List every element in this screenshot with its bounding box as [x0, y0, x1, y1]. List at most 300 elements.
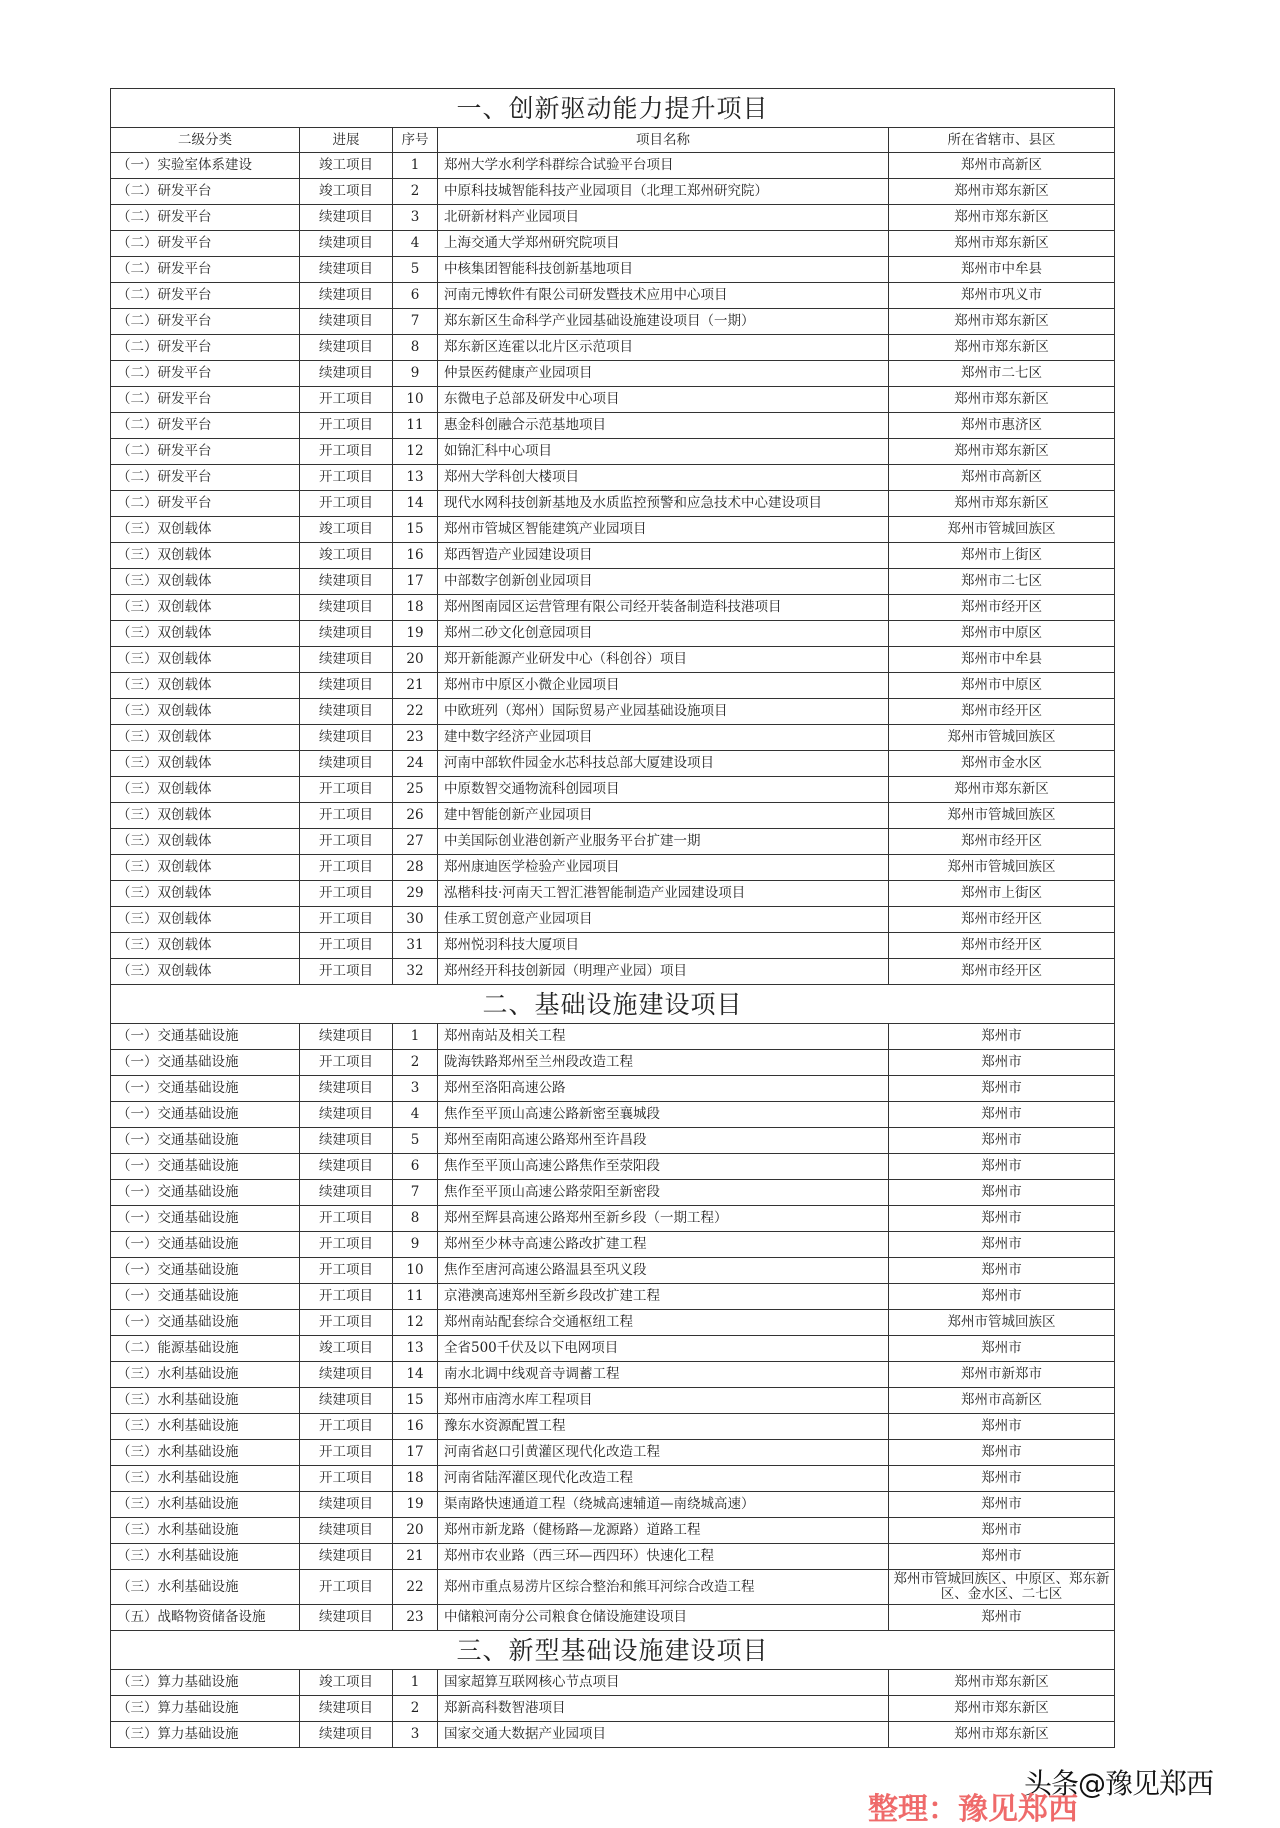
- district-cell: 郑州市: [889, 1024, 1115, 1050]
- table-row: [111, 647, 1115, 673]
- district-cell: 郑州市高新区: [889, 1388, 1115, 1414]
- status-cell: 开工项目: [300, 1466, 393, 1492]
- district-cell: 郑州市郑东新区: [889, 439, 1115, 465]
- number-cell: 20: [393, 647, 438, 673]
- project-name-cell: 南水北调中线观音寺调蓄工程: [438, 1362, 889, 1388]
- status-cell: 开工项目: [300, 907, 393, 933]
- status-cell: 竣工项目: [300, 1670, 393, 1696]
- project-name-cell: 中原科技城智能科技产业园项目（北理工郑州研究院）: [438, 179, 889, 205]
- district-cell: 郑州市: [889, 1605, 1115, 1631]
- category-cell: （二）研发平台: [111, 491, 300, 517]
- table-row: [111, 699, 1115, 725]
- district-cell: 郑州市中牟县: [889, 647, 1115, 673]
- district-cell: 郑州市郑东新区: [889, 491, 1115, 517]
- number-cell: 21: [393, 673, 438, 699]
- district-cell: 郑州市: [889, 1232, 1115, 1258]
- project-name-cell: 仲景医药健康产业园项目: [438, 361, 889, 387]
- project-name-cell: 如锦汇科中心项目: [438, 439, 889, 465]
- number-cell: 18: [393, 595, 438, 621]
- district-cell: 郑州市郑东新区: [889, 1696, 1115, 1722]
- table-row: [111, 153, 1115, 179]
- district-cell: 郑州市: [889, 1258, 1115, 1284]
- district-cell: 郑州市新郑市: [889, 1362, 1115, 1388]
- table-row: [111, 1284, 1115, 1310]
- section-title: 一、创新驱动能力提升项目: [111, 89, 1115, 128]
- table-row: [111, 1362, 1115, 1388]
- district-cell: 郑州市管城回族区: [889, 803, 1115, 829]
- status-cell: 开工项目: [300, 829, 393, 855]
- category-cell: （三）算力基础设施: [111, 1696, 300, 1722]
- district-cell: 郑州市管城回族区: [889, 1310, 1115, 1336]
- project-name-cell: 焦作至平顶山高速公路新密至襄城段: [438, 1102, 889, 1128]
- district-cell: 郑州市郑东新区: [889, 179, 1115, 205]
- district-cell: 郑州市: [889, 1518, 1115, 1544]
- number-cell: 32: [393, 959, 438, 985]
- category-cell: （三）水利基础设施: [111, 1544, 300, 1570]
- project-name-cell: 河南元博软件有限公司研发暨技术应用中心项目: [438, 283, 889, 309]
- table-row: [111, 725, 1115, 751]
- district-cell: 郑州市郑东新区: [889, 335, 1115, 361]
- table-row: [111, 361, 1115, 387]
- table-row: [111, 1414, 1115, 1440]
- number-cell: 2: [393, 1696, 438, 1722]
- table-row: [111, 881, 1115, 907]
- number-cell: 4: [393, 1102, 438, 1128]
- category-cell: （二）研发平台: [111, 231, 300, 257]
- category-cell: （三）双创载体: [111, 933, 300, 959]
- project-name-cell: 京港澳高速郑州至新乡段改扩建工程: [438, 1284, 889, 1310]
- category-cell: （三）双创载体: [111, 595, 300, 621]
- table-row: [111, 569, 1115, 595]
- status-cell: 续建项目: [300, 621, 393, 647]
- project-name-cell: 建中智能创新产业园项目: [438, 803, 889, 829]
- district-cell: 郑州市郑东新区: [889, 231, 1115, 257]
- credit-watermark: 整理：豫见郑西: [868, 1792, 1078, 1827]
- category-cell: （二）研发平台: [111, 309, 300, 335]
- number-cell: 3: [393, 205, 438, 231]
- number-cell: 12: [393, 439, 438, 465]
- project-name-cell: 郑州大学水利学科群综合试验平台项目: [438, 153, 889, 179]
- category-cell: （一）交通基础设施: [111, 1154, 300, 1180]
- status-cell: 开工项目: [300, 439, 393, 465]
- project-name-cell: 建中数字经济产业园项目: [438, 725, 889, 751]
- category-cell: （三）双创载体: [111, 777, 300, 803]
- number-cell: 7: [393, 309, 438, 335]
- status-cell: 竣工项目: [300, 543, 393, 569]
- category-cell: （三）双创载体: [111, 751, 300, 777]
- table-row: [111, 1466, 1115, 1492]
- number-cell: 22: [393, 699, 438, 725]
- table-row: [111, 1076, 1115, 1102]
- section-title: 二、基础设施建设项目: [111, 985, 1115, 1024]
- project-name-cell: 豫东水资源配置工程: [438, 1414, 889, 1440]
- table-row: [111, 1180, 1115, 1206]
- number-cell: 13: [393, 465, 438, 491]
- district-cell: 郑州市管城回族区: [889, 517, 1115, 543]
- project-name-cell: 郑州图南园区运营管理有限公司经开装备制造科技港项目: [438, 595, 889, 621]
- status-cell: 开工项目: [300, 413, 393, 439]
- number-cell: 16: [393, 1414, 438, 1440]
- header-row: [111, 128, 1115, 153]
- number-cell: 3: [393, 1722, 438, 1748]
- project-name-cell: 中储粮河南分公司粮食仓储设施建设项目: [438, 1605, 889, 1631]
- category-cell: （三）双创载体: [111, 907, 300, 933]
- category-cell: （三）算力基础设施: [111, 1722, 300, 1748]
- category-cell: （二）研发平台: [111, 205, 300, 231]
- project-name-cell: 郑州至南阳高速公路郑州至许昌段: [438, 1128, 889, 1154]
- district-cell: 郑州市: [889, 1440, 1115, 1466]
- status-cell: 开工项目: [300, 855, 393, 881]
- number-cell: 10: [393, 1258, 438, 1284]
- status-cell: 开工项目: [300, 1440, 393, 1466]
- table-row: [111, 1544, 1115, 1570]
- number-cell: 9: [393, 1232, 438, 1258]
- category-cell: （二）研发平台: [111, 465, 300, 491]
- category-cell: （一）交通基础设施: [111, 1024, 300, 1050]
- number-cell: 3: [393, 1076, 438, 1102]
- table-row: [111, 1310, 1115, 1336]
- status-cell: 续建项目: [300, 569, 393, 595]
- column-header: 所在省辖市、县区: [889, 128, 1115, 153]
- district-cell: 郑州市: [889, 1284, 1115, 1310]
- district-cell: 郑州市: [889, 1050, 1115, 1076]
- project-name-cell: 东微电子总部及研发中心项目: [438, 387, 889, 413]
- category-cell: （三）双创载体: [111, 959, 300, 985]
- project-name-cell: 中美国际创业港创新产业服务平台扩建一期: [438, 829, 889, 855]
- number-cell: 1: [393, 1670, 438, 1696]
- status-cell: 续建项目: [300, 361, 393, 387]
- project-name-cell: 郑州市中原区小微企业园项目: [438, 673, 889, 699]
- status-cell: 开工项目: [300, 465, 393, 491]
- status-cell: 续建项目: [300, 1388, 393, 1414]
- category-cell: （三）水利基础设施: [111, 1492, 300, 1518]
- category-cell: （三）双创载体: [111, 543, 300, 569]
- status-cell: 续建项目: [300, 335, 393, 361]
- district-cell: 郑州市二七区: [889, 569, 1115, 595]
- project-name-cell: 焦作至唐河高速公路温县至巩义段: [438, 1258, 889, 1284]
- status-cell: 续建项目: [300, 205, 393, 231]
- district-cell: 郑州市: [889, 1180, 1115, 1206]
- district-cell: 郑州市上街区: [889, 881, 1115, 907]
- project-name-cell: 国家交通大数据产业园项目: [438, 1722, 889, 1748]
- project-name-cell: 中欧班列（郑州）国际贸易产业园基础设施项目: [438, 699, 889, 725]
- table-row: [111, 673, 1115, 699]
- number-cell: 25: [393, 777, 438, 803]
- project-name-cell: 陇海铁路郑州至兰州段改造工程: [438, 1050, 889, 1076]
- project-name-cell: 郑州市新龙路（健杨路—龙源路）道路工程: [438, 1518, 889, 1544]
- category-cell: （三）水利基础设施: [111, 1466, 300, 1492]
- project-name-cell: 郑开新能源产业研发中心（科创谷）项目: [438, 647, 889, 673]
- status-cell: 续建项目: [300, 595, 393, 621]
- category-cell: （三）双创载体: [111, 621, 300, 647]
- status-cell: 开工项目: [300, 1570, 393, 1605]
- district-cell: 郑州市惠济区: [889, 413, 1115, 439]
- number-cell: 16: [393, 543, 438, 569]
- project-table: [110, 88, 1115, 1748]
- category-cell: （一）交通基础设施: [111, 1206, 300, 1232]
- table-row: [111, 491, 1115, 517]
- status-cell: 开工项目: [300, 1414, 393, 1440]
- status-cell: 竣工项目: [300, 179, 393, 205]
- table-row: [111, 1388, 1115, 1414]
- category-cell: （一）交通基础设施: [111, 1284, 300, 1310]
- number-cell: 6: [393, 1154, 438, 1180]
- category-cell: （三）水利基础设施: [111, 1570, 300, 1605]
- status-cell: 续建项目: [300, 1722, 393, 1748]
- status-cell: 竣工项目: [300, 1336, 393, 1362]
- project-name-cell: 郑州市重点易涝片区综合整治和熊耳河综合改造工程: [438, 1570, 889, 1605]
- category-cell: （三）双创载体: [111, 725, 300, 751]
- project-name-cell: 郑州经开科技创新园（明理产业园）项目: [438, 959, 889, 985]
- district-cell: 郑州市: [889, 1492, 1115, 1518]
- status-cell: 续建项目: [300, 751, 393, 777]
- table-row: [111, 1128, 1115, 1154]
- number-cell: 31: [393, 933, 438, 959]
- table-row: [111, 751, 1115, 777]
- category-cell: （一）交通基础设施: [111, 1128, 300, 1154]
- number-cell: 12: [393, 1310, 438, 1336]
- category-cell: （一）实验室体系建设: [111, 153, 300, 179]
- category-cell: （五）战略物资储备设施: [111, 1605, 300, 1631]
- table-row: [111, 855, 1115, 881]
- number-cell: 10: [393, 387, 438, 413]
- number-cell: 9: [393, 361, 438, 387]
- status-cell: 续建项目: [300, 1024, 393, 1050]
- number-cell: 6: [393, 283, 438, 309]
- category-cell: （三）双创载体: [111, 517, 300, 543]
- table-row: [111, 829, 1115, 855]
- status-cell: 开工项目: [300, 491, 393, 517]
- number-cell: 11: [393, 1284, 438, 1310]
- number-cell: 14: [393, 491, 438, 517]
- project-name-cell: 郑州至洛阳高速公路: [438, 1076, 889, 1102]
- district-cell: 郑州市: [889, 1206, 1115, 1232]
- status-cell: 续建项目: [300, 1696, 393, 1722]
- table-row: [111, 413, 1115, 439]
- project-name-cell: 国家超算互联网核心节点项目: [438, 1670, 889, 1696]
- project-name-cell: 上海交通大学郑州研究院项目: [438, 231, 889, 257]
- category-cell: （二）研发平台: [111, 283, 300, 309]
- number-cell: 24: [393, 751, 438, 777]
- district-cell: 郑州市: [889, 1544, 1115, 1570]
- district-cell: 郑州市郑东新区: [889, 1670, 1115, 1696]
- category-cell: （三）水利基础设施: [111, 1388, 300, 1414]
- category-cell: （三）算力基础设施: [111, 1670, 300, 1696]
- district-cell: 郑州市郑东新区: [889, 387, 1115, 413]
- status-cell: 续建项目: [300, 1518, 393, 1544]
- project-name-cell: 惠金科创融合示范基地项目: [438, 413, 889, 439]
- category-cell: （三）双创载体: [111, 647, 300, 673]
- status-cell: 续建项目: [300, 1128, 393, 1154]
- district-cell: 郑州市高新区: [889, 153, 1115, 179]
- project-name-cell: 郑州南站及相关工程: [438, 1024, 889, 1050]
- table-row: [111, 387, 1115, 413]
- category-cell: （三）双创载体: [111, 855, 300, 881]
- category-cell: （二）能源基础设施: [111, 1336, 300, 1362]
- status-cell: 开工项目: [300, 1258, 393, 1284]
- project-name-cell: 焦作至平顶山高速公路荥阳至新密段: [438, 1180, 889, 1206]
- table-row: [111, 439, 1115, 465]
- status-cell: 开工项目: [300, 1284, 393, 1310]
- category-cell: （一）交通基础设施: [111, 1180, 300, 1206]
- table-row: [111, 907, 1115, 933]
- category-cell: （三）双创载体: [111, 803, 300, 829]
- table-row: [111, 803, 1115, 829]
- table-row: [111, 595, 1115, 621]
- table-row: [111, 1050, 1115, 1076]
- table-row: [111, 1518, 1115, 1544]
- status-cell: 竣工项目: [300, 517, 393, 543]
- category-cell: （三）双创载体: [111, 699, 300, 725]
- district-cell: 郑州市: [889, 1414, 1115, 1440]
- district-cell: 郑州市: [889, 1336, 1115, 1362]
- project-name-cell: 北研新材料产业园项目: [438, 205, 889, 231]
- project-name-cell: 河南中部软件园金水芯科技总部大厦建设项目: [438, 751, 889, 777]
- table-row: [111, 1024, 1115, 1050]
- category-cell: （三）双创载体: [111, 569, 300, 595]
- status-cell: 续建项目: [300, 673, 393, 699]
- table-row: [111, 257, 1115, 283]
- district-cell: 郑州市经开区: [889, 907, 1115, 933]
- project-name-cell: 郑东新区连霍以北片区示范项目: [438, 335, 889, 361]
- number-cell: 23: [393, 1605, 438, 1631]
- table-row: [111, 465, 1115, 491]
- table-row: [111, 1440, 1115, 1466]
- district-cell: 郑州市: [889, 1076, 1115, 1102]
- district-cell: 郑州市郑东新区: [889, 309, 1115, 335]
- district-cell: 郑州市中原区: [889, 673, 1115, 699]
- district-cell: 郑州市管城回族区: [889, 855, 1115, 881]
- table-row: [111, 179, 1115, 205]
- district-cell: 郑州市: [889, 1154, 1115, 1180]
- project-name-cell: 郑州康迪医学检验产业园项目: [438, 855, 889, 881]
- number-cell: 26: [393, 803, 438, 829]
- number-cell: 13: [393, 1336, 438, 1362]
- project-name-cell: 现代水网科技创新基地及水质监控预警和应急技术中心建设项目: [438, 491, 889, 517]
- district-cell: 郑州市经开区: [889, 959, 1115, 985]
- status-cell: 续建项目: [300, 1076, 393, 1102]
- table-row: [111, 1154, 1115, 1180]
- status-cell: 开工项目: [300, 1206, 393, 1232]
- district-cell: 郑州市经开区: [889, 933, 1115, 959]
- column-header: 项目名称: [438, 128, 889, 153]
- number-cell: 1: [393, 153, 438, 179]
- column-header: 序号: [393, 128, 438, 153]
- status-cell: 开工项目: [300, 777, 393, 803]
- district-cell: 郑州市: [889, 1128, 1115, 1154]
- table-row: [111, 283, 1115, 309]
- status-cell: 开工项目: [300, 959, 393, 985]
- table-row: [111, 1670, 1115, 1696]
- project-name-cell: 泓楷科技·河南天工智汇港智能制造产业园建设项目: [438, 881, 889, 907]
- status-cell: 续建项目: [300, 1605, 393, 1631]
- number-cell: 7: [393, 1180, 438, 1206]
- district-cell: 郑州市巩义市: [889, 283, 1115, 309]
- number-cell: 2: [393, 179, 438, 205]
- status-cell: 续建项目: [300, 257, 393, 283]
- category-cell: （三）双创载体: [111, 673, 300, 699]
- category-cell: （一）交通基础设施: [111, 1050, 300, 1076]
- status-cell: 续建项目: [300, 309, 393, 335]
- district-cell: 郑州市经开区: [889, 699, 1115, 725]
- table-row: [111, 1722, 1115, 1748]
- table-row: [111, 621, 1115, 647]
- status-cell: 开工项目: [300, 881, 393, 907]
- table-row: [111, 1206, 1115, 1232]
- status-cell: 续建项目: [300, 647, 393, 673]
- project-name-cell: 郑州大学科创大楼项目: [438, 465, 889, 491]
- district-cell: 郑州市: [889, 1102, 1115, 1128]
- table-row: [111, 777, 1115, 803]
- project-name-cell: 全省500千伏及以下电网项目: [438, 1336, 889, 1362]
- status-cell: 续建项目: [300, 1544, 393, 1570]
- status-cell: 续建项目: [300, 699, 393, 725]
- table-row: [111, 309, 1115, 335]
- project-name-cell: 焦作至平顶山高速公路焦作至荥阳段: [438, 1154, 889, 1180]
- number-cell: 8: [393, 1206, 438, 1232]
- category-cell: （二）研发平台: [111, 335, 300, 361]
- number-cell: 15: [393, 517, 438, 543]
- project-name-cell: 河南省赵口引黄灌区现代化改造工程: [438, 1440, 889, 1466]
- category-cell: （三）双创载体: [111, 829, 300, 855]
- category-cell: （二）研发平台: [111, 439, 300, 465]
- table-row: [111, 1336, 1115, 1362]
- status-cell: 续建项目: [300, 1180, 393, 1206]
- status-cell: 续建项目: [300, 1154, 393, 1180]
- table-row: [111, 933, 1115, 959]
- project-name-cell: 佳承工贸创意产业园项目: [438, 907, 889, 933]
- table-row: [111, 1570, 1115, 1605]
- project-name-cell: 郑新高科数智港项目: [438, 1696, 889, 1722]
- section-title-row: [111, 985, 1115, 1024]
- category-cell: （一）交通基础设施: [111, 1102, 300, 1128]
- category-cell: （三）水利基础设施: [111, 1440, 300, 1466]
- table-row: [111, 205, 1115, 231]
- status-cell: 开工项目: [300, 1232, 393, 1258]
- status-cell: 开工项目: [300, 1310, 393, 1336]
- section-title-row: [111, 1631, 1115, 1670]
- category-cell: （一）交通基础设施: [111, 1258, 300, 1284]
- table-row: [111, 1696, 1115, 1722]
- number-cell: 15: [393, 1388, 438, 1414]
- table-row: [111, 1232, 1115, 1258]
- district-cell: 郑州市管城回族区、中原区、郑东新区、金水区、二七区: [889, 1570, 1115, 1605]
- project-name-cell: 郑州悦羽科技大厦项目: [438, 933, 889, 959]
- number-cell: 1: [393, 1024, 438, 1050]
- section-title-row: [111, 89, 1115, 128]
- number-cell: 27: [393, 829, 438, 855]
- number-cell: 29: [393, 881, 438, 907]
- number-cell: 28: [393, 855, 438, 881]
- platform-watermark: 头条@豫见郑西: [1024, 1767, 1214, 1800]
- column-header: 进展: [300, 128, 393, 153]
- table-row: [111, 231, 1115, 257]
- district-cell: 郑州市经开区: [889, 829, 1115, 855]
- category-cell: （三）水利基础设施: [111, 1414, 300, 1440]
- district-cell: 郑州市郑东新区: [889, 205, 1115, 231]
- status-cell: 续建项目: [300, 231, 393, 257]
- project-name-cell: 中部数字创新创业园项目: [438, 569, 889, 595]
- table-row: [111, 1258, 1115, 1284]
- project-name-cell: 郑州至辉县高速公路郑州至新乡段（一期工程）: [438, 1206, 889, 1232]
- number-cell: 30: [393, 907, 438, 933]
- category-cell: （二）研发平台: [111, 361, 300, 387]
- number-cell: 4: [393, 231, 438, 257]
- district-cell: 郑州市中原区: [889, 621, 1115, 647]
- project-name-cell: 郑州市庙湾水库工程项目: [438, 1388, 889, 1414]
- category-cell: （二）研发平台: [111, 257, 300, 283]
- district-cell: 郑州市管城回族区: [889, 725, 1115, 751]
